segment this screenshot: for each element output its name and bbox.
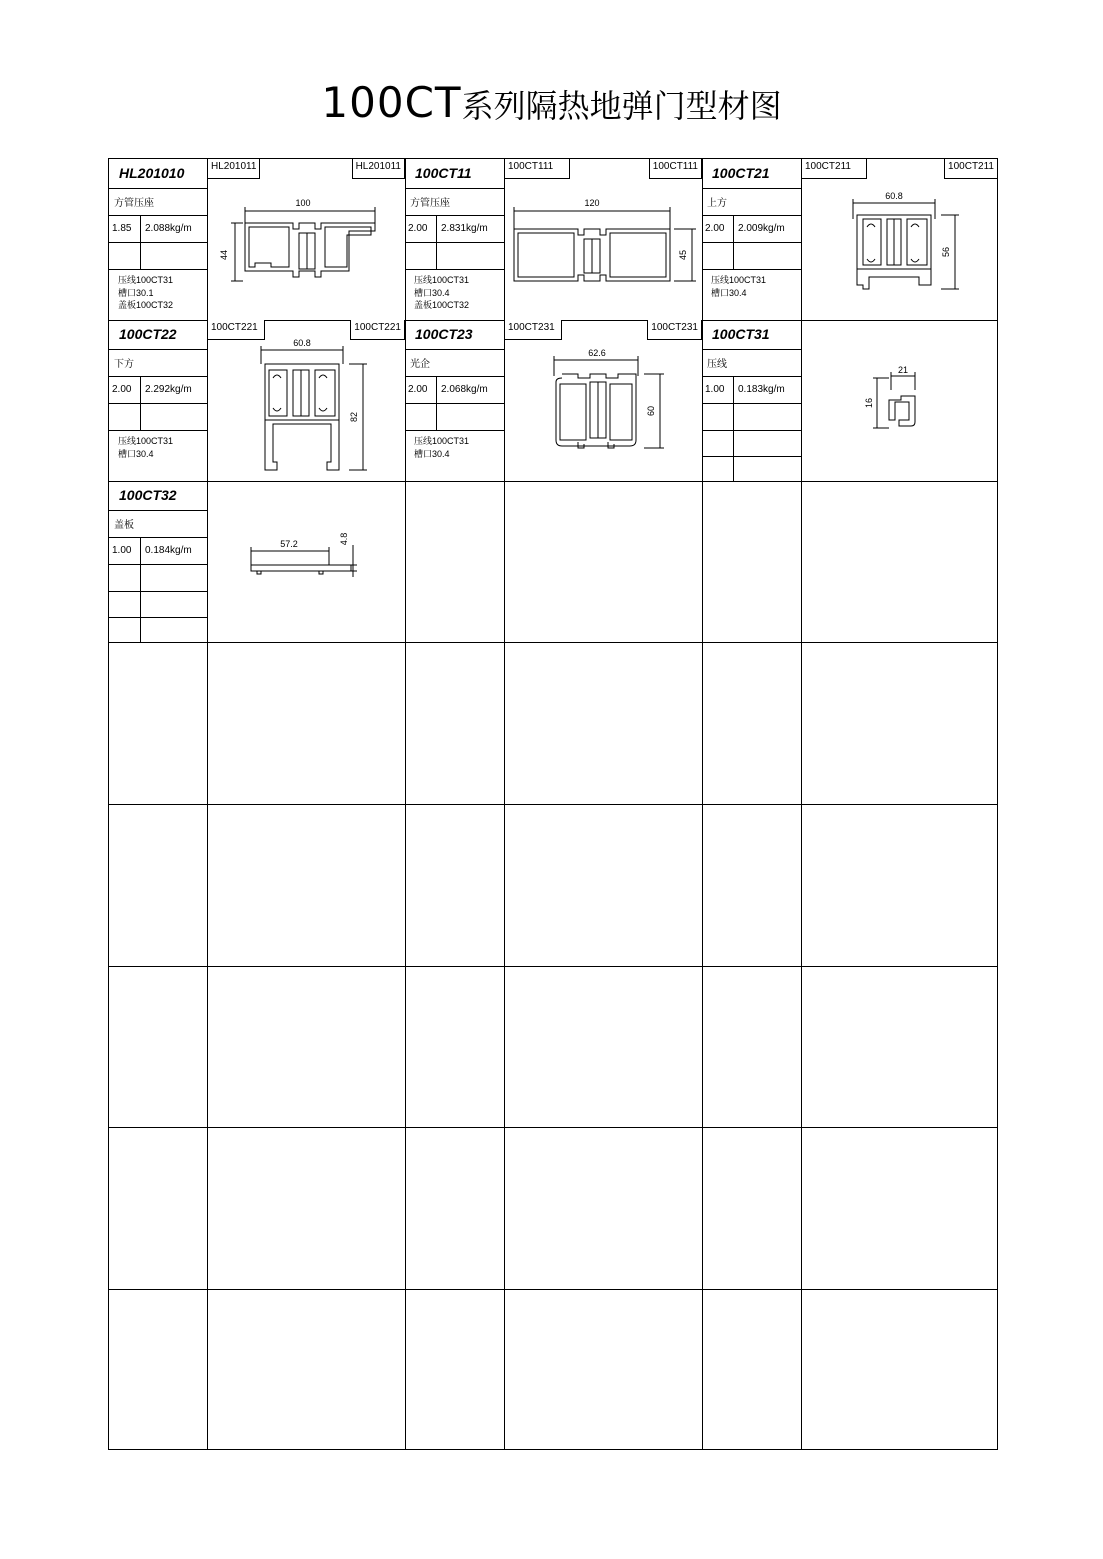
die-number-left: HL201011 xyxy=(207,159,260,179)
dim-width: 60.8 xyxy=(293,338,311,348)
dim-height: 56 xyxy=(941,246,951,258)
die-number-right: HL201011 xyxy=(352,159,405,179)
dim-width: 120 xyxy=(584,198,600,208)
section-drawing xyxy=(207,481,405,642)
wall-thickness: 1.85 xyxy=(112,223,132,234)
section-drawing xyxy=(207,320,405,481)
die-number-left: 100CT221 xyxy=(207,320,265,340)
dim-height: 16 xyxy=(864,397,874,409)
unit-weight: 0.184kg/m xyxy=(145,545,192,556)
dim-width: 62.6 xyxy=(588,348,606,358)
section-drawing xyxy=(207,159,405,320)
wall-thickness: 1.00 xyxy=(112,545,132,556)
profile-name: 上方 xyxy=(707,198,727,209)
profile-code: 100CT21 xyxy=(712,165,770,181)
dim-width: 57.2 xyxy=(280,539,298,549)
die-number-right: 100CT231 xyxy=(647,320,702,340)
profile-code: 100CT22 xyxy=(119,326,177,342)
profile-notes: 压线100CT31 槽口30.4 xyxy=(118,436,174,459)
dim-height: 44 xyxy=(219,249,229,261)
profile-notes: 压线100CT31 槽口30.1 盖板100CT32 xyxy=(118,275,174,310)
wall-thickness: 2.00 xyxy=(408,384,428,395)
profile-name: 盖板 xyxy=(114,520,134,531)
profile-drawing-100ct11 xyxy=(504,159,702,320)
dim-height: 45 xyxy=(678,249,688,261)
profile-info-100ct31 xyxy=(702,320,801,481)
wall-thickness: 2.00 xyxy=(112,384,132,395)
profile-drawing-100ct31 xyxy=(801,320,998,481)
profile-drawing-hl201010 xyxy=(207,159,405,320)
section-drawing xyxy=(801,320,998,481)
profile-notes: 压线100CT31 槽口30.4 xyxy=(711,275,767,298)
profile-name: 方管压座 xyxy=(114,198,154,209)
die-number-right: 100CT221 xyxy=(350,320,405,340)
page-title xyxy=(0,78,1103,127)
die-number-right: 100CT111 xyxy=(649,159,702,179)
profile-code: 100CT31 xyxy=(712,326,770,342)
profile-name: 方管压座 xyxy=(410,198,450,209)
title-description: 系列隔热地弹门型材图 xyxy=(461,87,782,125)
unit-weight: 2.292kg/m xyxy=(145,384,192,395)
dim-height: 4.8 xyxy=(339,532,349,546)
profile-name: 下方 xyxy=(114,359,134,370)
dim-width: 21 xyxy=(897,365,909,375)
profile-notes: 压线100CT31 槽口30.4 xyxy=(414,436,470,459)
profile-drawing-100ct32 xyxy=(207,481,405,642)
unit-weight: 2.009kg/m xyxy=(738,223,785,234)
dim-height: 60 xyxy=(646,405,656,417)
profile-name: 光企 xyxy=(410,359,430,370)
section-drawing xyxy=(504,320,702,481)
dim-width: 60.8 xyxy=(885,191,903,201)
profile-drawing-100ct21 xyxy=(801,159,998,320)
die-number-right: 100CT211 xyxy=(944,159,998,179)
unit-weight: 2.831kg/m xyxy=(441,223,488,234)
profile-drawing-100ct23 xyxy=(504,320,702,481)
title-series: 100CT xyxy=(321,78,462,127)
die-number-left: 100CT211 xyxy=(801,159,867,179)
profile-code: 100CT23 xyxy=(415,326,473,342)
profile-drawing-100ct22 xyxy=(207,320,405,481)
profile-info-100ct22 xyxy=(109,320,207,481)
profile-name: 压线 xyxy=(707,359,727,370)
die-number-left: 100CT111 xyxy=(504,159,570,179)
profile-table xyxy=(108,158,998,1450)
wall-thickness: 1.00 xyxy=(705,384,725,395)
wall-thickness: 2.00 xyxy=(408,223,428,234)
unit-weight: 2.088kg/m xyxy=(145,223,192,234)
profile-code: 100CT32 xyxy=(119,487,177,503)
section-drawing xyxy=(801,159,998,320)
profile-info-100ct32 xyxy=(109,481,207,642)
unit-weight: 2.068kg/m xyxy=(441,384,488,395)
dim-height: 82 xyxy=(349,411,359,423)
dim-width: 100 xyxy=(295,198,311,208)
profile-info-100ct23 xyxy=(405,320,504,481)
profile-info-hl201010 xyxy=(109,159,207,320)
profile-notes: 压线100CT31 槽口30.4 盖板100CT32 xyxy=(414,275,470,310)
wall-thickness: 2.00 xyxy=(705,223,725,234)
profile-code: 100CT11 xyxy=(415,165,472,181)
unit-weight: 0.183kg/m xyxy=(738,384,785,395)
profile-code: HL201010 xyxy=(119,165,185,181)
section-drawing xyxy=(504,159,702,320)
die-number-left: 100CT231 xyxy=(504,320,562,340)
profile-info-100ct21 xyxy=(702,159,801,320)
profile-info-100ct11 xyxy=(405,159,504,320)
